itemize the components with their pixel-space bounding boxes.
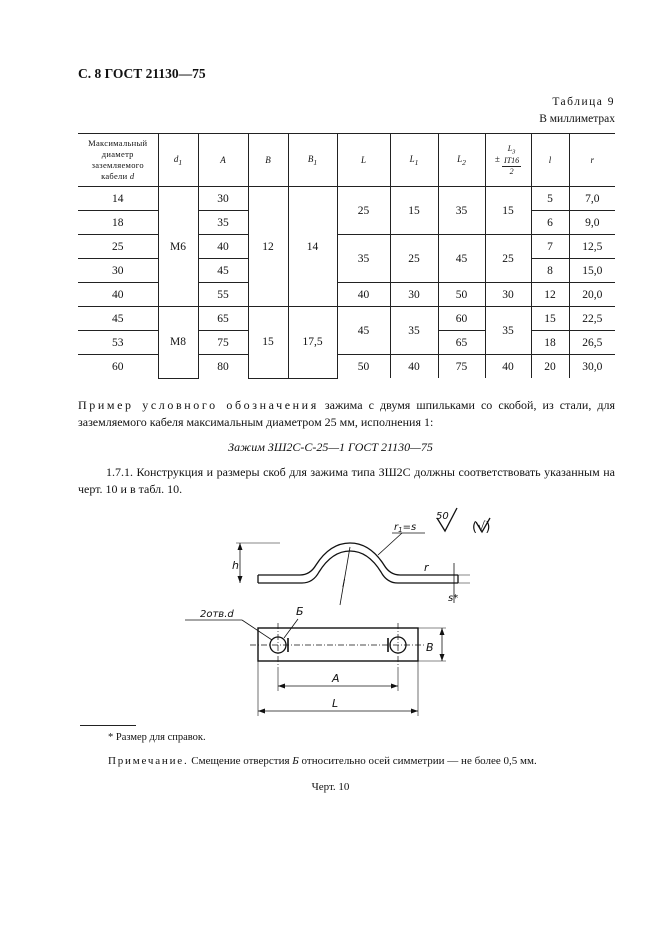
bracket-drawing: [180, 505, 520, 720]
cell-diameter: 40: [78, 283, 158, 307]
col-header-L2: $L_2$: [438, 134, 485, 187]
dim-s: s*: [448, 593, 459, 604]
cell-l: 15: [531, 307, 569, 331]
cell-diameter: 30: [78, 259, 158, 283]
cell-l: 18: [531, 331, 569, 355]
cell-L1: 40: [390, 355, 438, 379]
cell-L2: 65: [438, 331, 485, 355]
cell-L3: 30: [485, 283, 531, 307]
cell-A: 80: [198, 355, 248, 379]
cell-A: 65: [198, 307, 248, 331]
col-header-l: l: [531, 134, 569, 187]
cell-L3: 40: [485, 355, 531, 379]
cell-L3: 25: [485, 235, 531, 283]
table-units: В миллиметрах: [539, 113, 615, 125]
cell-L2: 35: [438, 187, 485, 235]
cell-L: 45: [337, 307, 390, 355]
cell-r: 26,5: [569, 331, 615, 355]
footnote: * Размер для справок.: [108, 732, 206, 743]
paragraph-1-7-1: 1.7.1. Конструкция и размеры скоб для зажима типа ЗШ2С должны соответствовать указанным на черт. 10 и в табл. 10.: [78, 465, 615, 496]
dim-B: B: [426, 641, 434, 654]
cell-r: 15,0: [569, 259, 615, 283]
cell-L3: 35: [485, 307, 531, 355]
page-header: С. 8 ГОСТ 21130—75: [78, 66, 206, 81]
cell-A: 55: [198, 283, 248, 307]
cell-d1: M6: [158, 187, 198, 307]
dim-L: L: [332, 697, 339, 710]
cell-diameter: 14: [78, 187, 158, 211]
cell-r: 12,5: [569, 235, 615, 259]
roughness-value: 50: [436, 511, 449, 522]
table-title: Таблица 9: [552, 96, 615, 108]
cell-B1: 17,5: [288, 307, 337, 379]
cell-diameter: 60: [78, 355, 158, 379]
cell-L1: 15: [390, 187, 438, 235]
example-text: зажима с двумя шпильками со скобой, из стали, для заземляемого кабеля максимальным диаметром 25 мм, исполнения 1:: [78, 398, 616, 429]
cell-diameter: 25: [78, 235, 158, 259]
note-paragraph: Примечание. Смещение отверстия Б относительно осей симметрии — не более 0,5 мм.: [108, 755, 537, 767]
cell-l: 7: [531, 235, 569, 259]
holes-label: 2отв.d: [200, 609, 234, 620]
dim-h: h: [232, 559, 239, 572]
col-header-B1: $B_1$: [288, 134, 337, 187]
col-header-A: A: [198, 134, 248, 187]
cell-r: 22,5: [569, 307, 615, 331]
cell-B: 12: [248, 187, 288, 307]
cell-L2: 45: [438, 235, 485, 283]
dim-l: l: [342, 577, 346, 590]
example-label: Пример условного обозначения: [78, 398, 319, 412]
cell-L2: 50: [438, 283, 485, 307]
cell-B1: 14: [288, 187, 337, 307]
cell-L2: 75: [438, 355, 485, 379]
cell-L2: 60: [438, 307, 485, 331]
cell-A: 35: [198, 211, 248, 235]
col-header-L3-tolerance: ± $L_3$ IT16 2: [485, 134, 531, 187]
cell-L1: 25: [390, 235, 438, 283]
cell-B: 15: [248, 307, 288, 379]
cell-diameter: 18: [78, 211, 158, 235]
hole-B-label: Б: [296, 605, 304, 618]
col-header-L1: $L_1$: [390, 134, 438, 187]
cell-l: 20: [531, 355, 569, 379]
cell-diameter: 53: [78, 331, 158, 355]
cell-L1: 30: [390, 283, 438, 307]
col-header-d1: $d_1$: [158, 134, 198, 187]
designation-example: Зажим ЗШ2С-С-25—1 ГОСТ 21130—75: [228, 440, 433, 454]
cell-diameter: 45: [78, 307, 158, 331]
cell-A: 45: [198, 259, 248, 283]
cell-r: 20,0: [569, 283, 615, 307]
col-header-B: B: [248, 134, 288, 187]
table-9: [78, 133, 615, 379]
cell-L: 50: [337, 355, 390, 379]
cell-A: 75: [198, 331, 248, 355]
cell-A: 40: [198, 235, 248, 259]
cell-r: 7,0: [569, 187, 615, 211]
col-header-max-diameter: Максимальный диаметр заземляемого кабели d: [78, 134, 158, 187]
cell-L: 35: [337, 235, 390, 283]
example-paragraph: [78, 397, 615, 431]
note-label: Примечание.: [108, 755, 189, 767]
cell-r: 9,0: [569, 211, 615, 235]
dim-A: A: [332, 672, 340, 685]
drawing-caption: Черт. 10: [311, 781, 350, 793]
footnote-divider: [80, 725, 136, 726]
col-header-L: L: [337, 134, 390, 187]
cell-L3: 15: [485, 187, 531, 235]
cell-L1: 35: [390, 307, 438, 355]
cell-L: 40: [337, 283, 390, 307]
cell-l: 8: [531, 259, 569, 283]
col-header-r: r: [569, 134, 615, 187]
cell-l: 5: [531, 187, 569, 211]
cell-l: 12: [531, 283, 569, 307]
dim-r: r: [424, 561, 429, 574]
roughness-paren: (√): [472, 520, 491, 535]
cell-L: 25: [337, 187, 390, 235]
cell-d1: M8: [158, 307, 198, 379]
cell-A: 30: [198, 187, 248, 211]
cell-l: 6: [531, 211, 569, 235]
dim-r1: $r_1=s$: [394, 522, 417, 534]
cell-r: 30,0: [569, 355, 615, 379]
